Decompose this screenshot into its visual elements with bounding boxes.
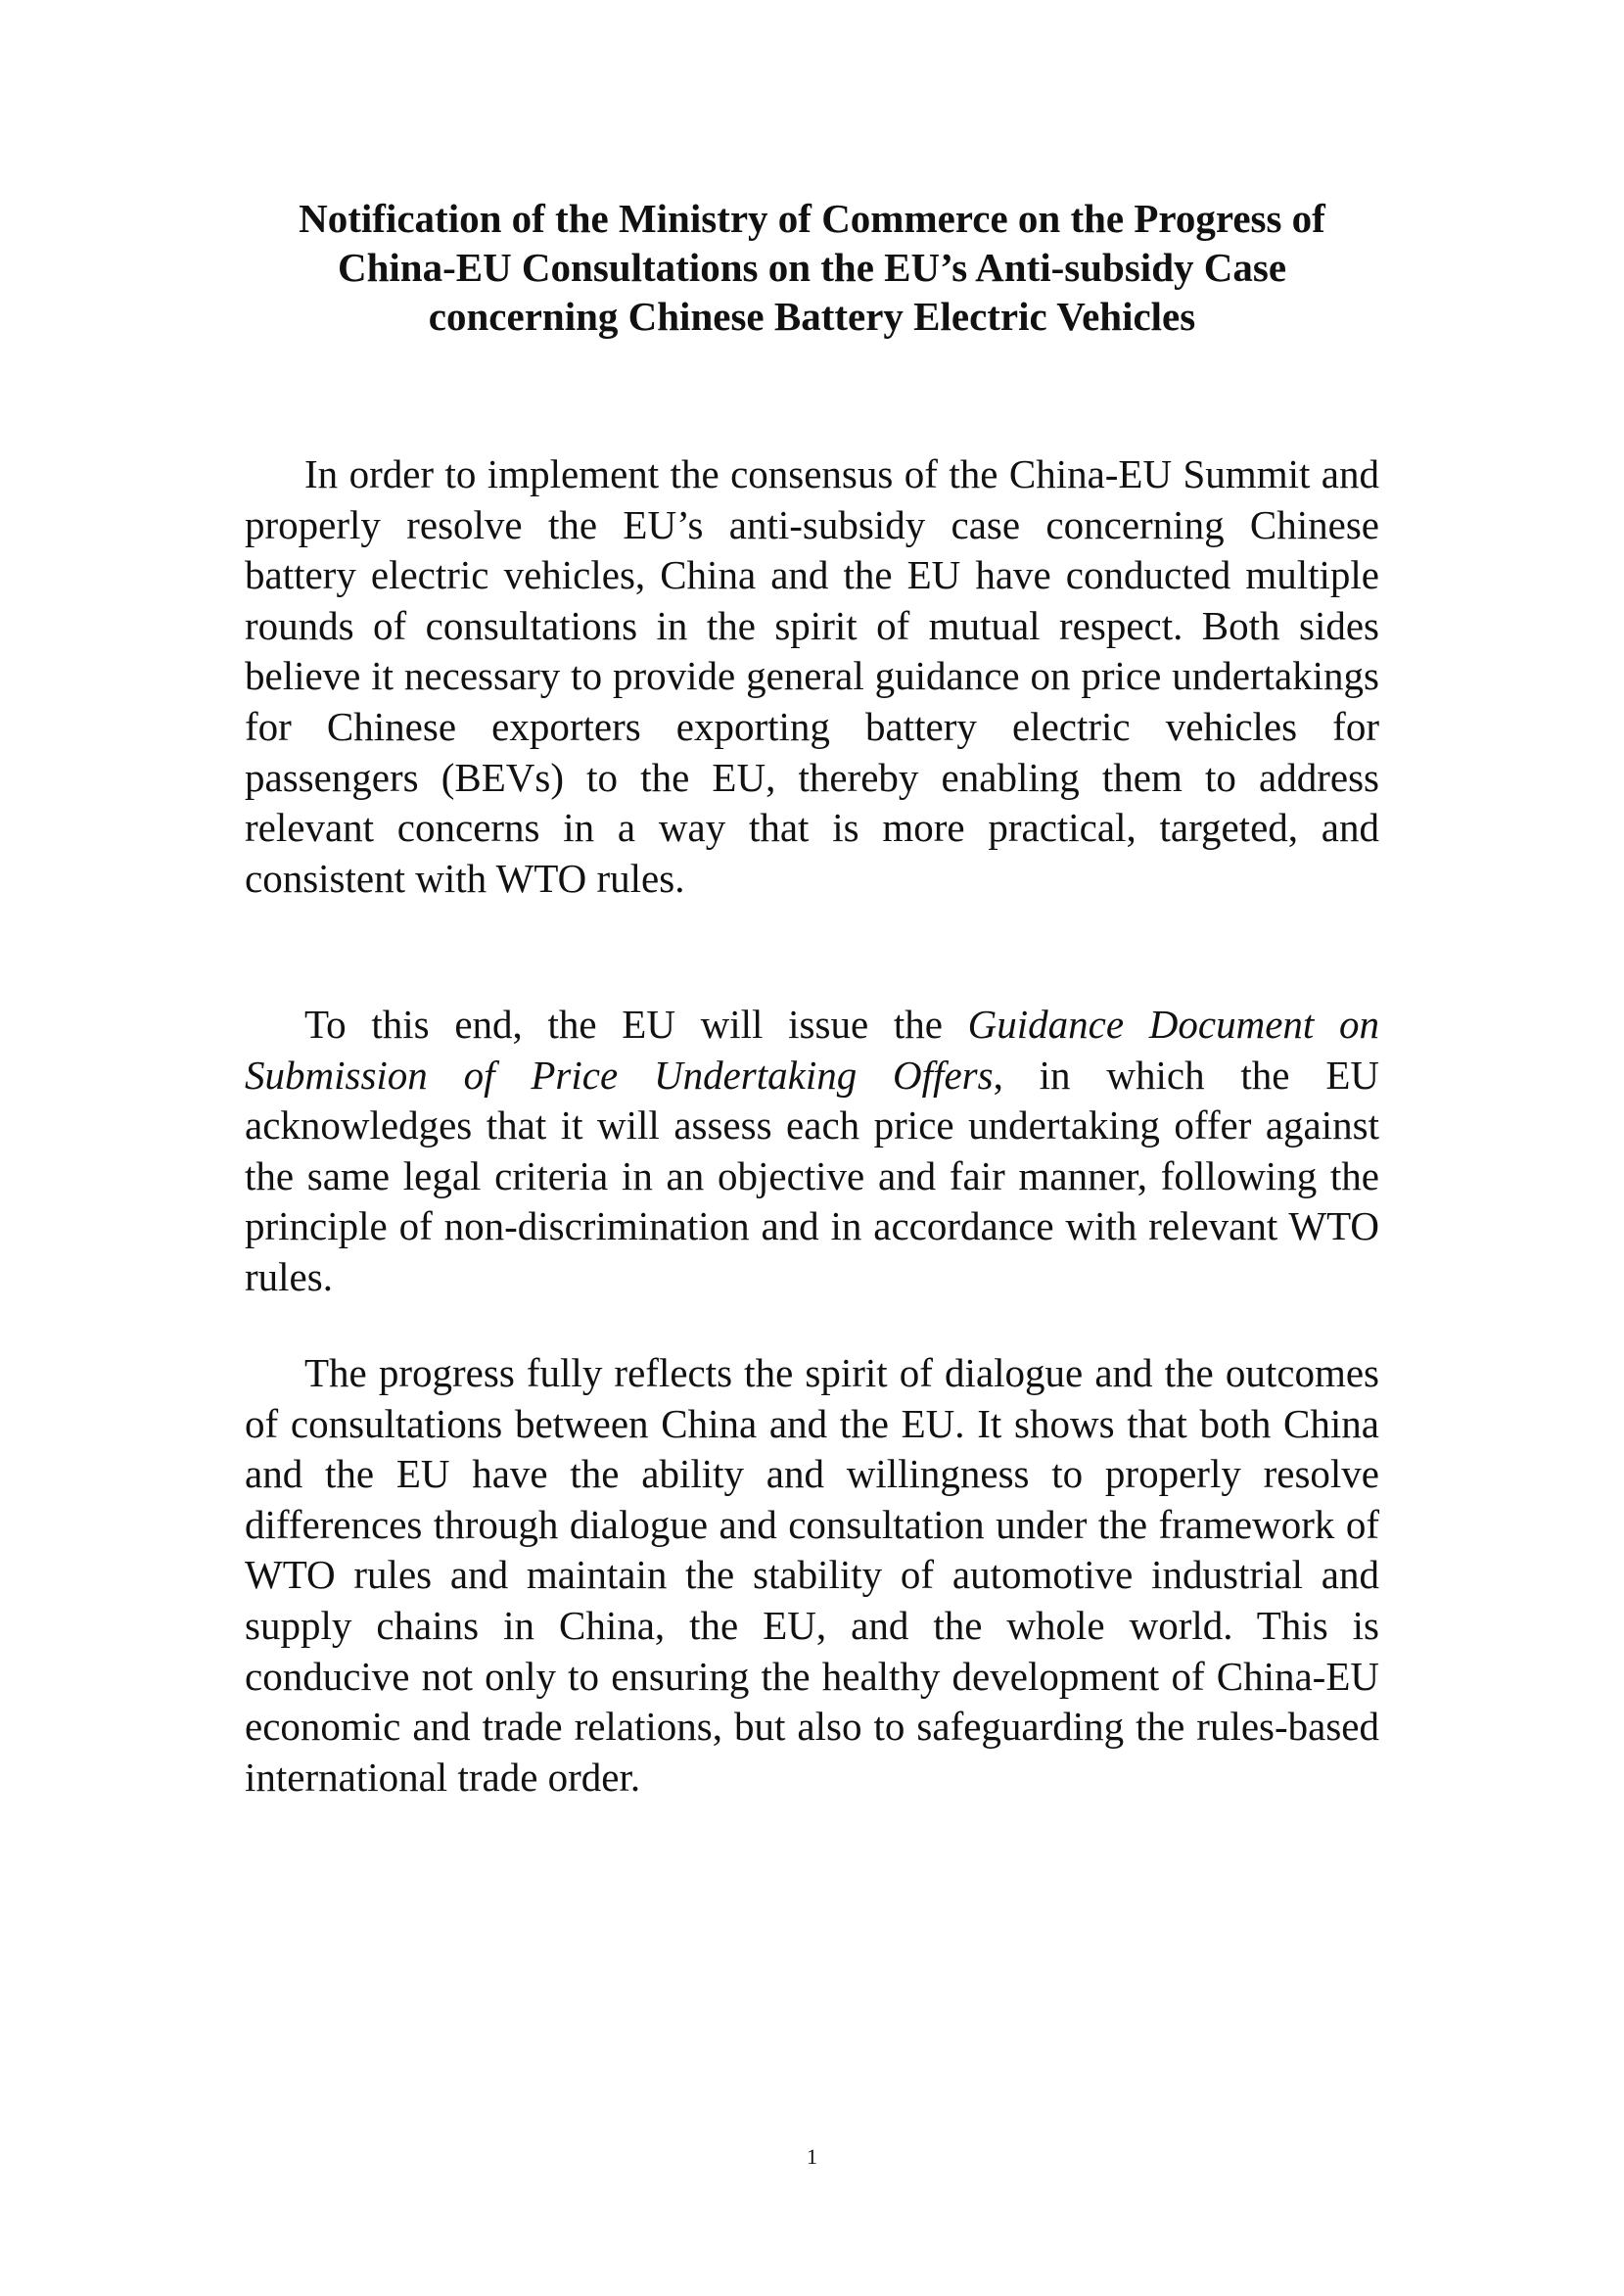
page-number: 1 [807, 2144, 817, 2169]
body-paragraph: In order to implement the consensus of the China-EU Summit and properly resolve the EU’s anti-subsidy case concerning Chinese battery electric vehicles, China and the EU have conducted multiple rounds of consultations in the spirit of mutual respect. Both sides believe it necessary to provide general guidance on price undertakings for Chinese exporters exporting battery electric vehicles for passengers (BEVs) to the EU, thereby enabling them to address relevant concerns in a way that is more practical, targeted, and consistent with WTO rules. [245, 451, 1379, 901]
paragraph-text: To this end, the EU will issue the [304, 1002, 968, 1047]
document-title [196, 194, 1428, 341]
body-paragraph: The progress fully reflects the spirit of dialogue and the outcomes of consultations between China and the EU. It shows that both China and the EU have the ability and willingness to properly resolve differences through dialogue and consultation under the framework of WTO rules and maintain the stability of automotive industrial and supply chains in China, the EU, and the whole world. This is conducive not only to ensuring the healthy development of China-EU economic and trade relations, but also to safeguarding the rules-based international trade order. [245, 1350, 1379, 1800]
document-reference-title: Guidance Document on Submission of Price Undertaking Offers [245, 1002, 1379, 1098]
title-line: Notification of the Ministry of Commerce on the Progress of [299, 196, 1325, 241]
body-paragraph [245, 1000, 1379, 1303]
paragraph-text: , in which the EU acknowledges that it will assess each price undertaking offer against the same legal criteria in an objective and fair manner, following the principle of non-discrimination and in accordance with relevant WTO rules. [245, 1052, 1379, 1299]
title-line: concerning Chinese Battery Electric Vehicles [428, 294, 1196, 339]
title-line: China-EU Consultations on the EU’s Anti-subsidy Case [337, 245, 1287, 290]
